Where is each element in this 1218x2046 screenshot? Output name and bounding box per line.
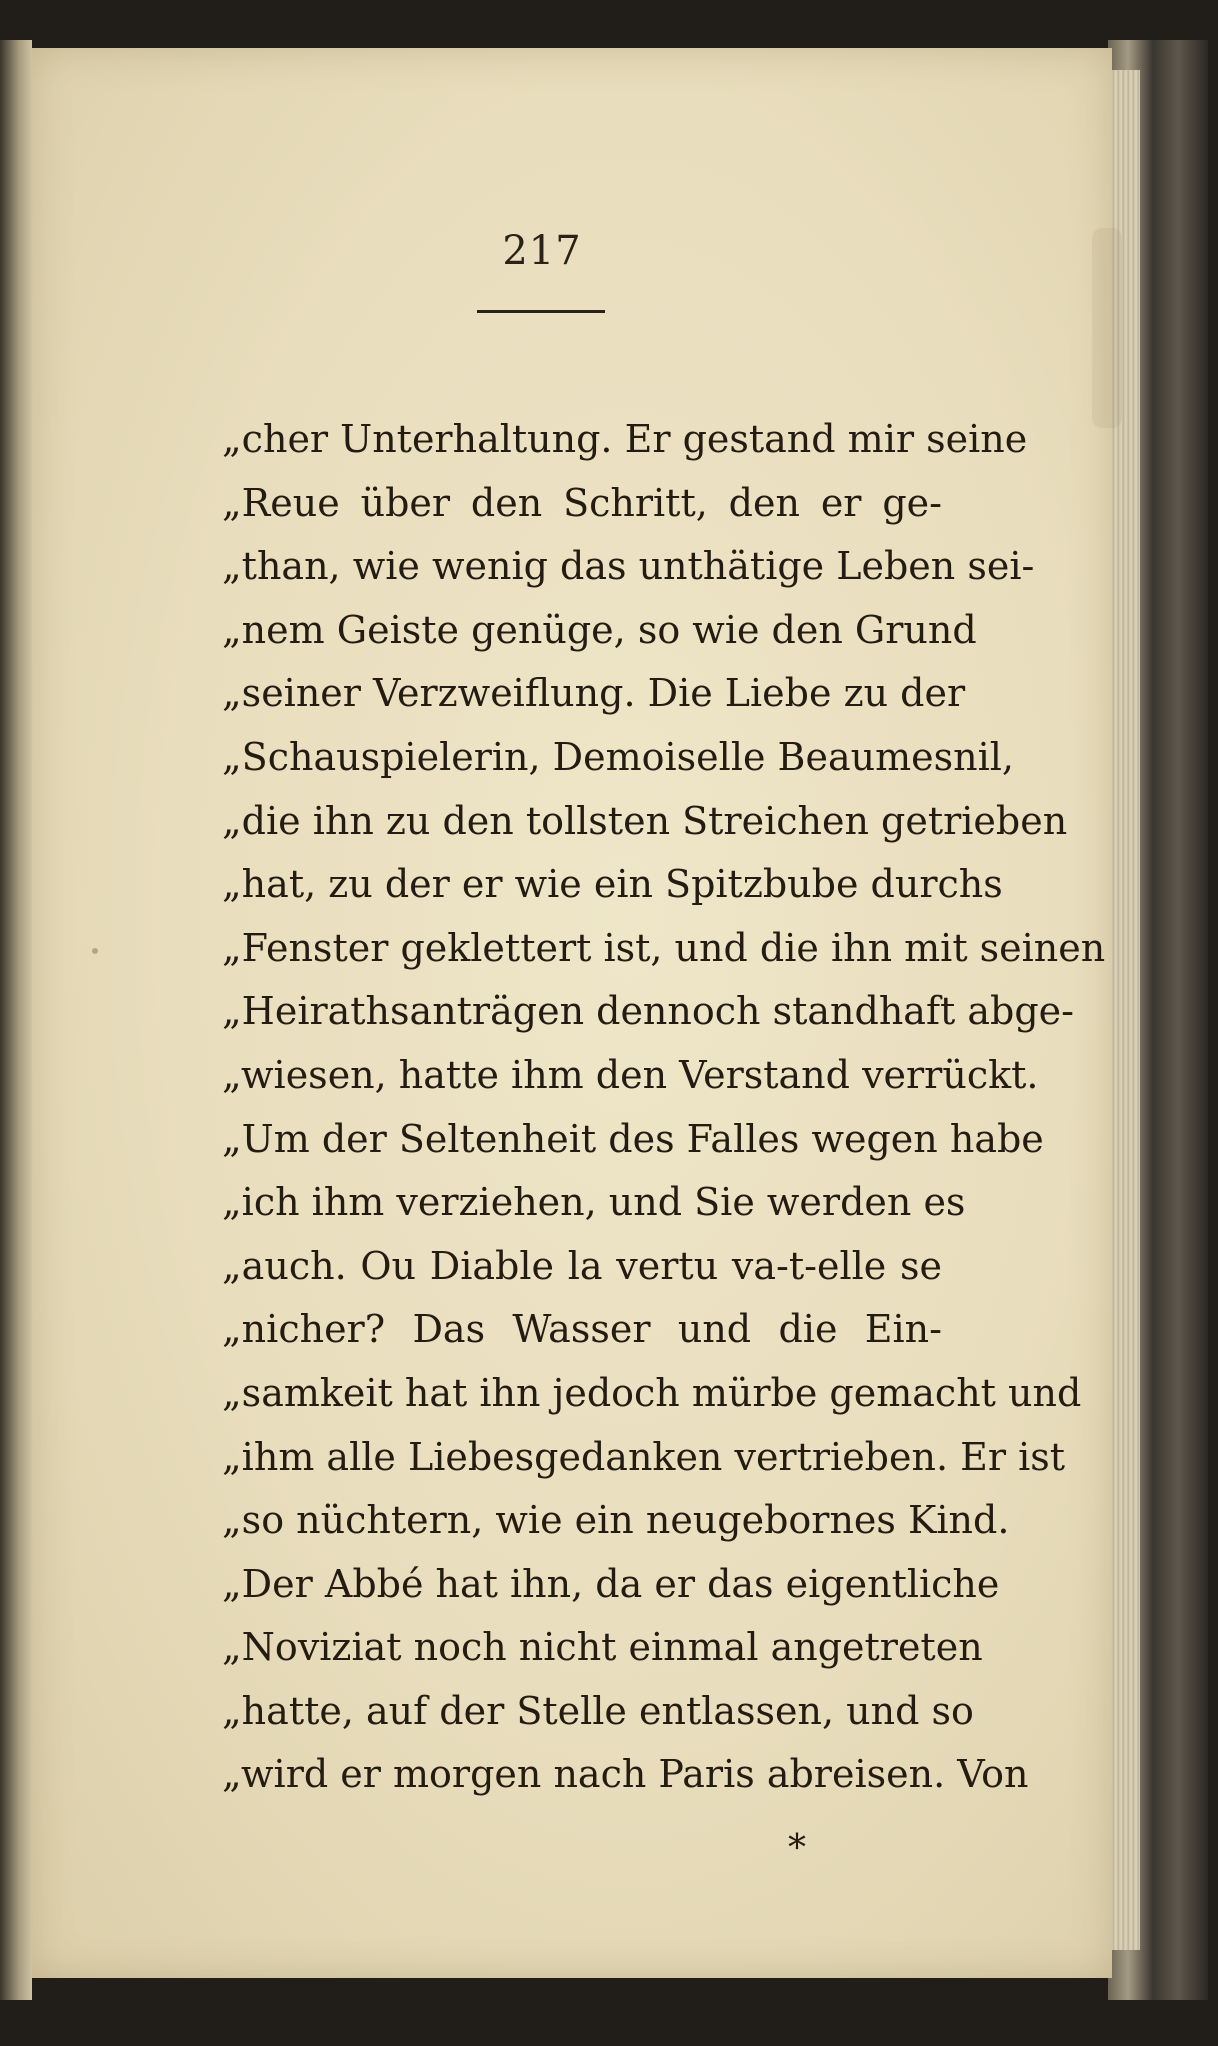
book-page	[32, 48, 1112, 1978]
text-line: „than, wie wenig das unthätige Leben sei-	[222, 544, 1035, 589]
paper-spot	[92, 948, 98, 954]
text-line: „Schauspielerin, Demoiselle Beaumesnil,	[222, 734, 1014, 779]
text-line: „hat, zu der er wie ein Spitzbube durchs	[222, 862, 1003, 907]
text-line: „wiesen, hatte ihm den Verstand verrückt.	[222, 1052, 1039, 1097]
text-line: „samkeit hat ihn jedoch mürbe gemacht und	[222, 1370, 1082, 1415]
text-line: „hatte, auf der Stelle entlassen, und so	[222, 1688, 974, 1733]
text-line: „die ihn zu den tollsten Streichen getrieben	[222, 798, 1068, 843]
text-line: „Reue über den Schritt, den er ge-	[222, 480, 942, 525]
paper-stain	[1092, 228, 1122, 428]
text-line: „ich ihm verziehen, und Sie werden es	[222, 1180, 966, 1225]
text-line: „seiner Verzweiflung. Die Liebe zu der	[222, 671, 966, 716]
text-line: „so nüchtern, wie ein neugebornes Kind.	[222, 1498, 1010, 1543]
text-line: „nem Geiste genüge, so wie den Grund	[222, 607, 977, 652]
signature-mark: *	[788, 1828, 806, 1869]
text-line: „ihm alle Liebesgedanken vertrieben. Er ist	[222, 1434, 1066, 1479]
text-line: „cher Unterhaltung. Er gestand mir seine	[222, 417, 1028, 461]
text-line: „auch. Ou Diable la vertu va-t-elle se	[222, 1243, 942, 1288]
book-gutter	[0, 40, 32, 2000]
text-line: „Noviziat noch nicht einmal angetreten	[222, 1625, 983, 1670]
text-line: „Der Abbé hat ihn, da er das eigentliche	[222, 1561, 1000, 1606]
body-text	[222, 408, 1106, 1807]
text-line: „Heirathsanträgen dennoch standhaft abge-	[222, 989, 1074, 1034]
header-rule	[477, 310, 605, 313]
page-number: 217	[502, 228, 582, 274]
text-line: „Um der Seltenheit des Falles wegen habe	[222, 1116, 1044, 1161]
text-line: „wird er morgen nach Paris abreisen. Von	[222, 1752, 1029, 1797]
text-line: „Fenster geklettert ist, und die ihn mit seinen	[222, 925, 1106, 970]
text-line: „nicher? Das Wasser und die Ein-	[222, 1307, 942, 1352]
